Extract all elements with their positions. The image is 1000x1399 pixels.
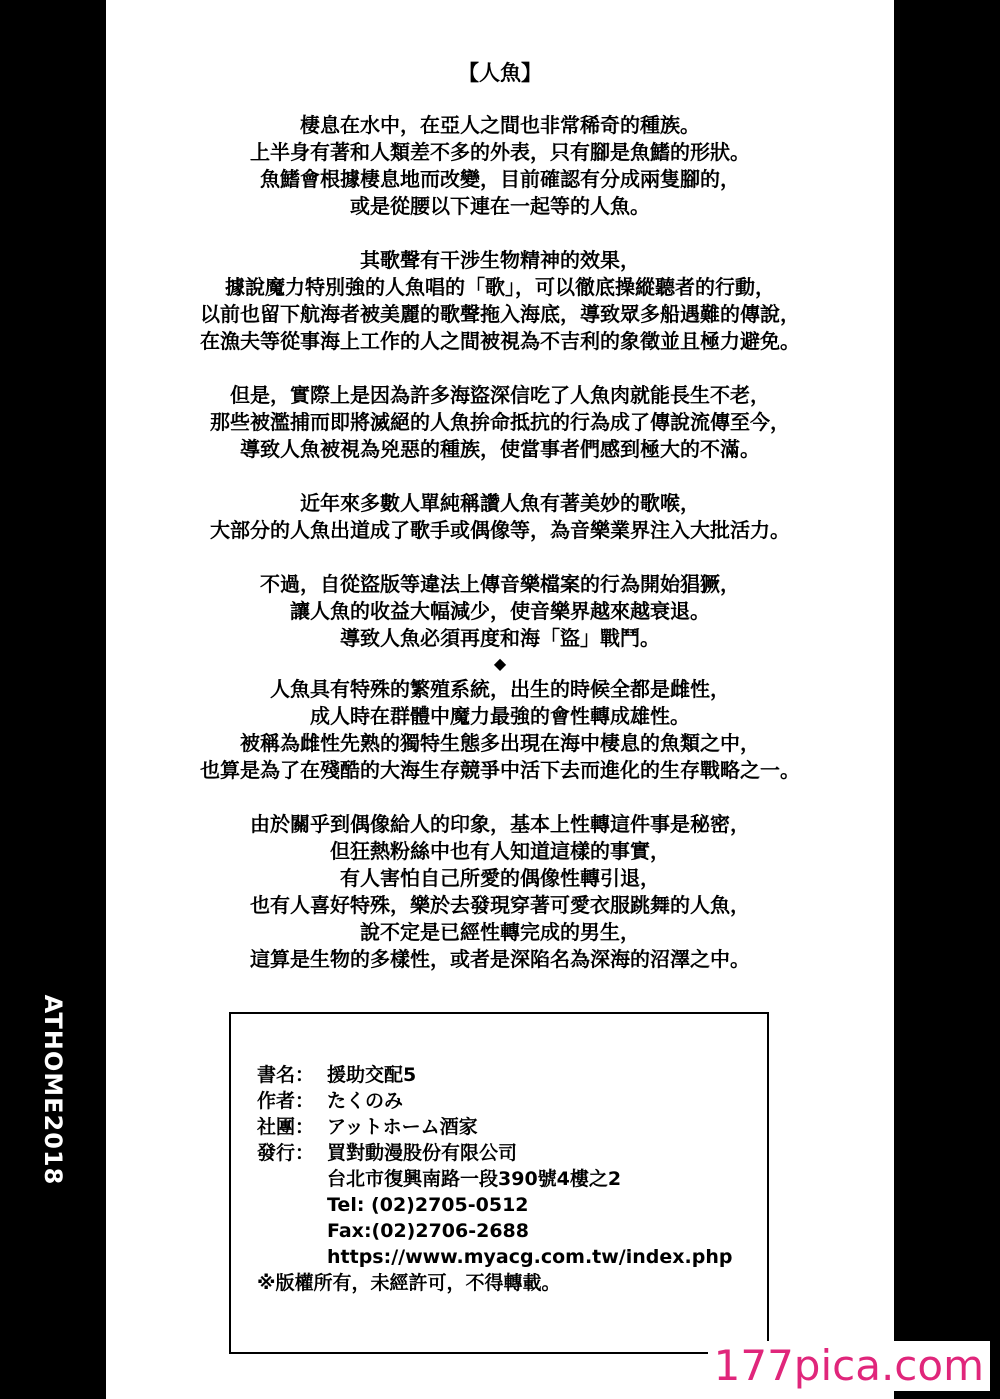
colophon-circle-row	[257, 1114, 732, 1140]
paragraph-line: 或是從腰以下連在一起等的人魚。	[350, 194, 650, 218]
article-heading: 【人魚】	[458, 61, 542, 85]
paragraph-1	[106, 112, 894, 220]
side-vertical-label: ATHOME2018	[39, 994, 67, 1186]
title-value: 援助交配5	[327, 1064, 417, 1086]
paragraph-line: 其歌聲有干涉生物精神的效果，	[360, 248, 640, 272]
paragraph-5	[106, 571, 894, 652]
paragraph-line: 以前也留下航海者被美麗的歌聲拖入海底，導致眾多船遇難的傳說，	[200, 302, 800, 326]
colophon-details	[257, 1062, 732, 1296]
article-body	[106, 60, 894, 1000]
diamond-separator-icon: ◆	[493, 654, 507, 673]
paragraph-line: 不過，自從盜版等違法上傳音樂檔案的行為開始猖獗，	[260, 572, 740, 596]
paragraph-3	[106, 382, 894, 463]
right-black-bar	[894, 0, 1000, 1399]
paragraph-line: 這算是生物的多樣性，或者是深陷名為深海的沼澤之中。	[250, 947, 750, 971]
paragraph-line: 也有人喜好特殊，樂於去發現穿著可愛衣服跳舞的人魚，	[250, 893, 750, 917]
paragraph-line: 在漁夫等從事海上工作的人之間被視為不吉利的象徵並且極力避免。	[200, 329, 800, 353]
paragraph-line: 人魚具有特殊的繁殖系統，出生的時候全都是雌性，	[270, 677, 730, 701]
paragraph-line: 上半身有著和人類差不多的外表，只有腳是魚鰭的形狀。	[250, 140, 750, 164]
publisher-url: https://www.myacg.com.tw/index.php	[327, 1246, 733, 1268]
paragraph-line: 讓人魚的收益大幅減少，使音樂界越來越衰退。	[290, 599, 710, 623]
left-black-bar	[0, 0, 106, 1399]
paragraph-4	[106, 490, 894, 544]
author-label: 作者：	[257, 1090, 315, 1112]
author-value: たくのみ	[327, 1090, 404, 1112]
paragraph-line: 被稱為雌性先熟的獨特生態多出現在海中棲息的魚類之中，	[240, 731, 760, 755]
paragraph-line: 魚鰭會根據棲息地而改變，目前確認有分成兩隻腳的，	[260, 167, 740, 191]
paragraph-line: 據說魔力特別強的人魚唱的「歌」，可以徹底操縱聽者的行動，	[225, 275, 775, 299]
publisher-tel: Tel: (02)2705-0512	[327, 1194, 529, 1216]
publisher-label: 發行：	[257, 1142, 315, 1164]
paragraph-line: 由於關乎到偶像給人的印象，基本上性轉這件事是秘密，	[250, 812, 750, 836]
colophon-publisher-row	[257, 1140, 732, 1166]
site-watermark: 177pica.com	[708, 1341, 990, 1391]
paragraph-line: 但是，實際上是因為許多海盜深信吃了人魚肉就能長生不老，	[230, 383, 770, 407]
publisher-value: 買對動漫股份有限公司	[327, 1142, 518, 1164]
paragraph-line: 導致人魚被視為兇惡的種族，使當事者們感到極大的不滿。	[240, 437, 760, 461]
paragraph-2	[106, 247, 894, 355]
paragraph-line: 說不定是已經性轉完成的男生，	[360, 920, 640, 944]
paragraph-line: 但狂熱粉絲中也有人知道這樣的事實，	[330, 839, 670, 863]
paragraph-line: 那些被濫捕而即將滅絕的人魚拚命抵抗的行為成了傳說流傳至今，	[210, 410, 790, 434]
paragraph-7	[106, 811, 894, 973]
copyright-notice: ※版權所有，未經許可，不得轉載。	[257, 1272, 561, 1294]
paragraph-line: 也算是為了在殘酷的大海生存競爭中活下去而進化的生存戰略之一。	[200, 758, 800, 782]
colophon-title-row	[257, 1062, 732, 1088]
paragraph-line: 有人害怕自己所愛的偶像性轉引退，	[340, 866, 660, 890]
circle-label: 社團：	[257, 1116, 315, 1138]
circle-value: アットホーム酒家	[327, 1116, 478, 1138]
paragraph-line: 成人時在群體中魔力最強的會性轉成雄性。	[310, 704, 690, 728]
paragraph-6	[106, 676, 894, 784]
colophon-box	[229, 1012, 769, 1354]
colophon-author-row	[257, 1088, 732, 1114]
title-label: 書名：	[257, 1064, 315, 1086]
publisher-fax: Fax:(02)2706-2688	[327, 1220, 529, 1242]
paragraph-line: 導致人魚必須再度和海「盜」戰鬥。	[340, 626, 660, 650]
publisher-address: 台北市復興南路一段390號4樓之2	[327, 1168, 622, 1190]
paragraph-line: 近年來多數人單純稱讚人魚有著美妙的歌喉，	[300, 491, 700, 515]
paragraph-line: 大部分的人魚出道成了歌手或偶像等，為音樂業界注入大批活力。	[210, 518, 790, 542]
paragraph-line: 棲息在水中，在亞人之間也非常稀奇的種族。	[300, 113, 700, 137]
